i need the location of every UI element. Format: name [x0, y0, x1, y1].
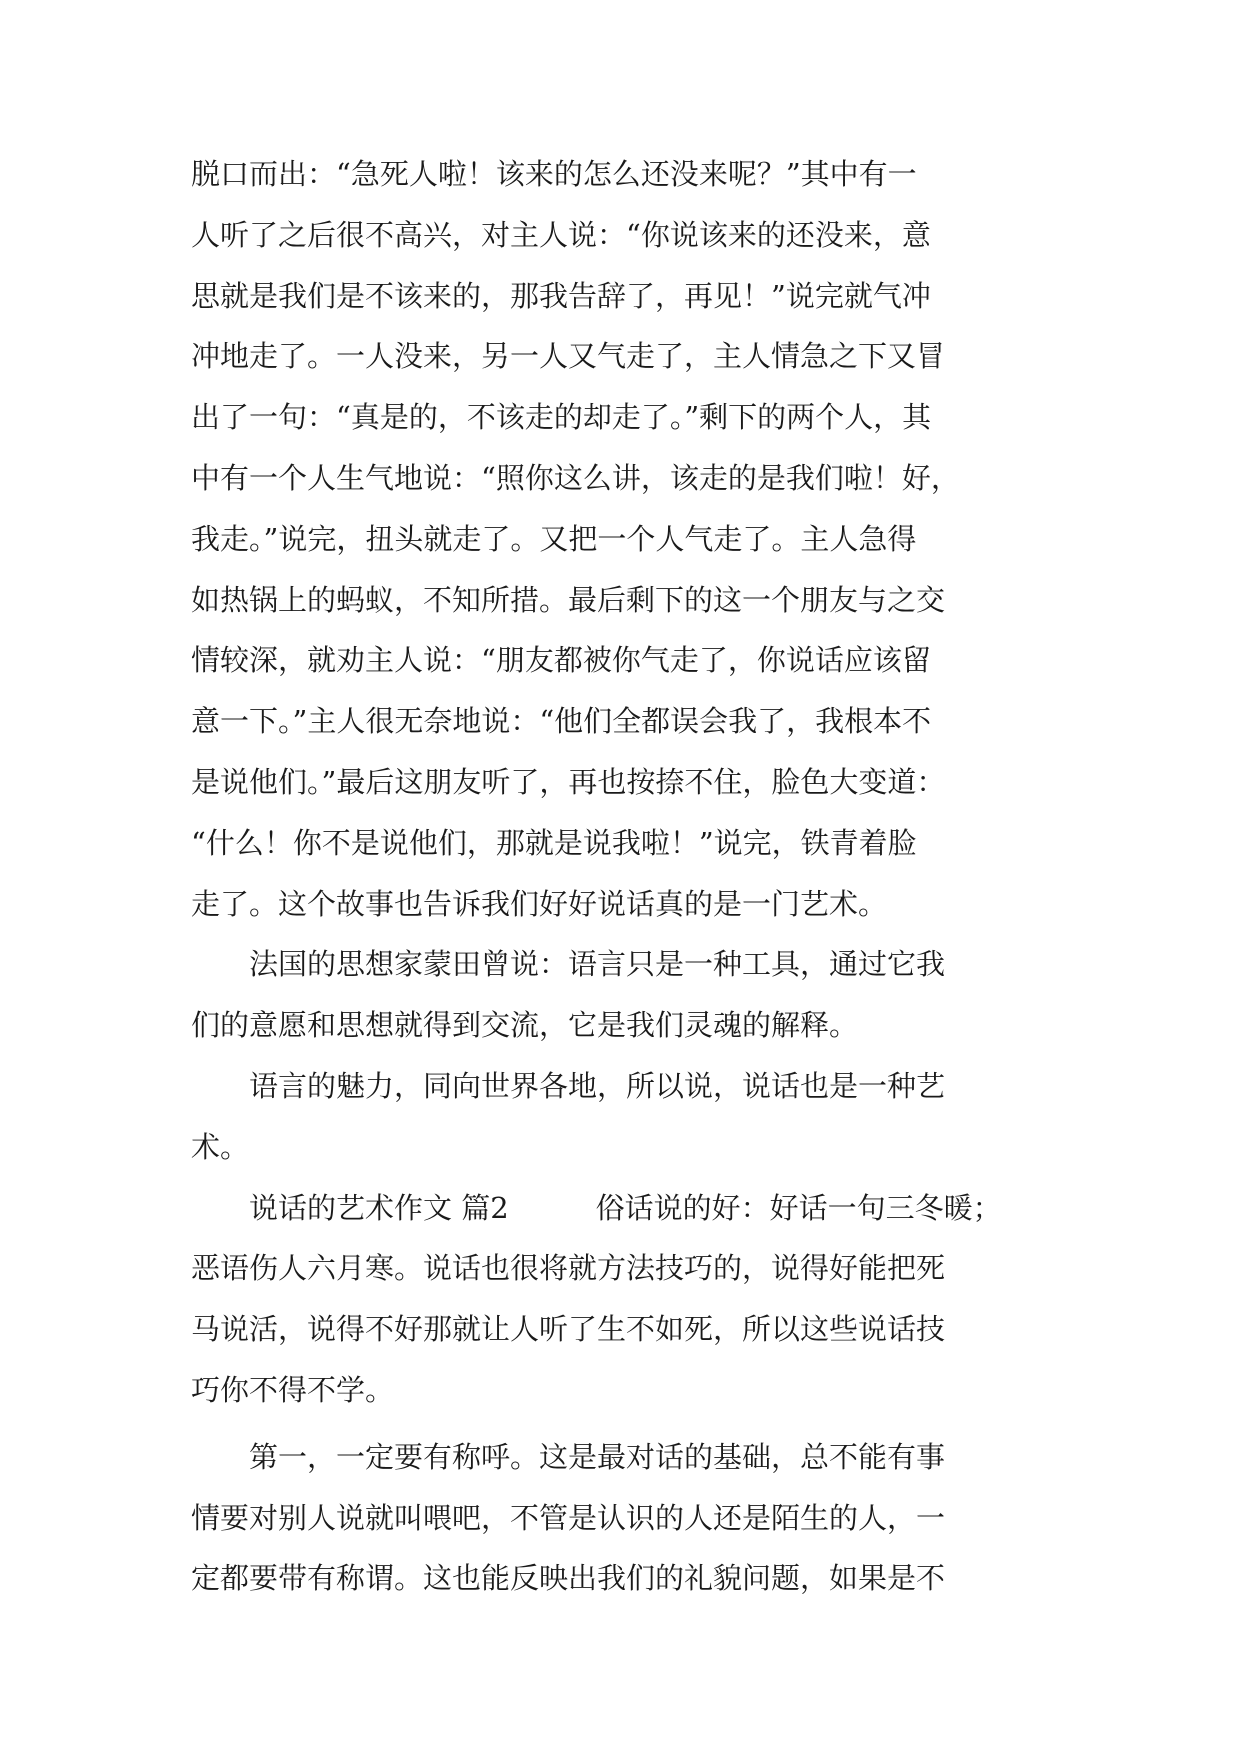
text-line: 定都要带有称谓。这也能反映出我们的礼貌问题，如果是不: [191, 1561, 946, 1596]
text-line: 我走。”说完，扭头就走了。又把一个人气走了。主人急得: [191, 521, 917, 556]
text-line: 马说活，说得不好那就让人听了生不如死，所以这些说话技: [191, 1312, 946, 1347]
text-line: 冲地走了。一人没来，另一人又气走了，主人情急之下又冒: [191, 339, 946, 374]
text-line: 思就是我们是不该来的，那我告辞了，再见！”说完就气冲: [191, 278, 931, 313]
essay-body: [191, 144, 1051, 1609]
text-line: 中有一个人生气地说：“照你这么讲，该走的是我们啦！好，: [191, 460, 960, 495]
text-line: 走了。这个故事也告诉我们好好说话真的是一门艺术。: [191, 886, 888, 921]
text-line: 如热锅上的蚂蚁，不知所措。最后剩下的这一个朋友与之交: [191, 582, 946, 617]
text-line: 意一下。”主人很无奈地说：“他们全都误会我了，我根本不: [191, 704, 932, 739]
text-line: “什么！你不是说他们，那就是说我啦！”说完，铁青着脸: [191, 825, 917, 860]
text-line: 情要对别人说就叫喂吧，不管是认识的人还是陌生的人，一: [191, 1500, 946, 1535]
text-line: 是说他们。”最后这朋友听了，再也按捺不住，脸色大变道：: [191, 764, 946, 799]
text-line: 语言的魅力，同向世界各地，所以说，说话也是一种艺: [191, 1068, 946, 1103]
text-line: 第一，一定要有称呼。这是最对话的基础，总不能有事: [191, 1439, 946, 1474]
text-line: 说话的艺术作文 篇2 俗话说的好：好话一句三冬暖；: [191, 1190, 1002, 1225]
text-line: 情较深，就劝主人说：“朋友都被你气走了，你说话应该留: [191, 643, 931, 678]
text-line: 出了一句：“真是的，不该走的却走了。”剩下的两个人，其: [191, 400, 932, 435]
text-line: 术。: [191, 1129, 250, 1164]
text-line: 恶语伤人六月寒。说话也很将就方法技巧的，说得好能把死: [191, 1251, 946, 1286]
text-line: 人听了之后很不高兴，对主人说：“你说该来的还没来，意: [191, 217, 931, 252]
text-line: 法国的思想家蒙田曾说：语言只是一种工具，通过它我: [191, 947, 946, 982]
text-line: 们的意愿和思想就得到交流，它是我们灵魂的解释。: [191, 1008, 859, 1043]
text-line: 巧你不得不学。: [191, 1372, 395, 1407]
text-line: 脱口而出：“急死人啦！该来的怎么还没来呢？”其中有一: [191, 157, 917, 191]
